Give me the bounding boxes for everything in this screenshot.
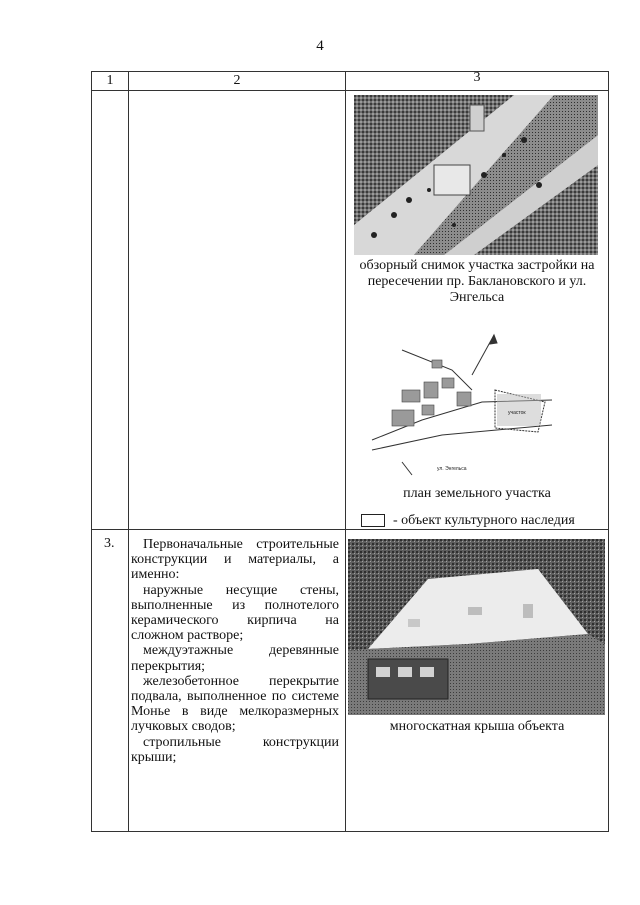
table-border-left [91, 71, 92, 832]
column-divider-2 [345, 71, 346, 832]
row-number: 3. [104, 536, 115, 551]
row-description [131, 537, 339, 765]
plan-street-label: ул. Энгельса [437, 466, 467, 472]
table-header-divider [91, 90, 609, 91]
column-header-1: 1 [106, 73, 114, 88]
description-item: Первоначальные строительные конструкции и материалы, а именно: [131, 537, 339, 583]
column-header-3: 3 [473, 70, 481, 85]
legend-swatch [361, 514, 385, 527]
description-item: железобетонное перекрытие подвала, выполненное по системе Монье в виде мелкоразмерных лучковых сводов; [131, 673, 339, 735]
page-number: 4 [316, 38, 324, 54]
plan-lot-label: участок [508, 410, 526, 416]
roof-photo [348, 539, 605, 715]
legend-text: - объект культурного наследия [393, 513, 575, 528]
description-item: междуэтажные деревянные перекрытия; [131, 643, 339, 674]
aerial-photo-caption: обзорный снимок участка застройки на пересечении пр. Баклановского и ул. Энгельса [359, 258, 595, 305]
aerial-photo [354, 95, 598, 255]
table-row-divider [91, 529, 609, 530]
table-border-bottom [91, 831, 609, 832]
description-item: стропильные конструкции крыши; [131, 734, 339, 765]
column-header-2: 2 [233, 73, 241, 88]
site-plan-drawing [362, 330, 582, 480]
column-divider-1 [128, 71, 129, 832]
site-plan-caption: план земельного участка [403, 486, 551, 501]
table-border-right [608, 71, 609, 832]
description-item: наружные несущие стены, выполненные из полнотелого керамического кирпича на сложном растворе; [131, 582, 339, 644]
roof-photo-caption: многоскатная крыша объекта [389, 719, 565, 734]
